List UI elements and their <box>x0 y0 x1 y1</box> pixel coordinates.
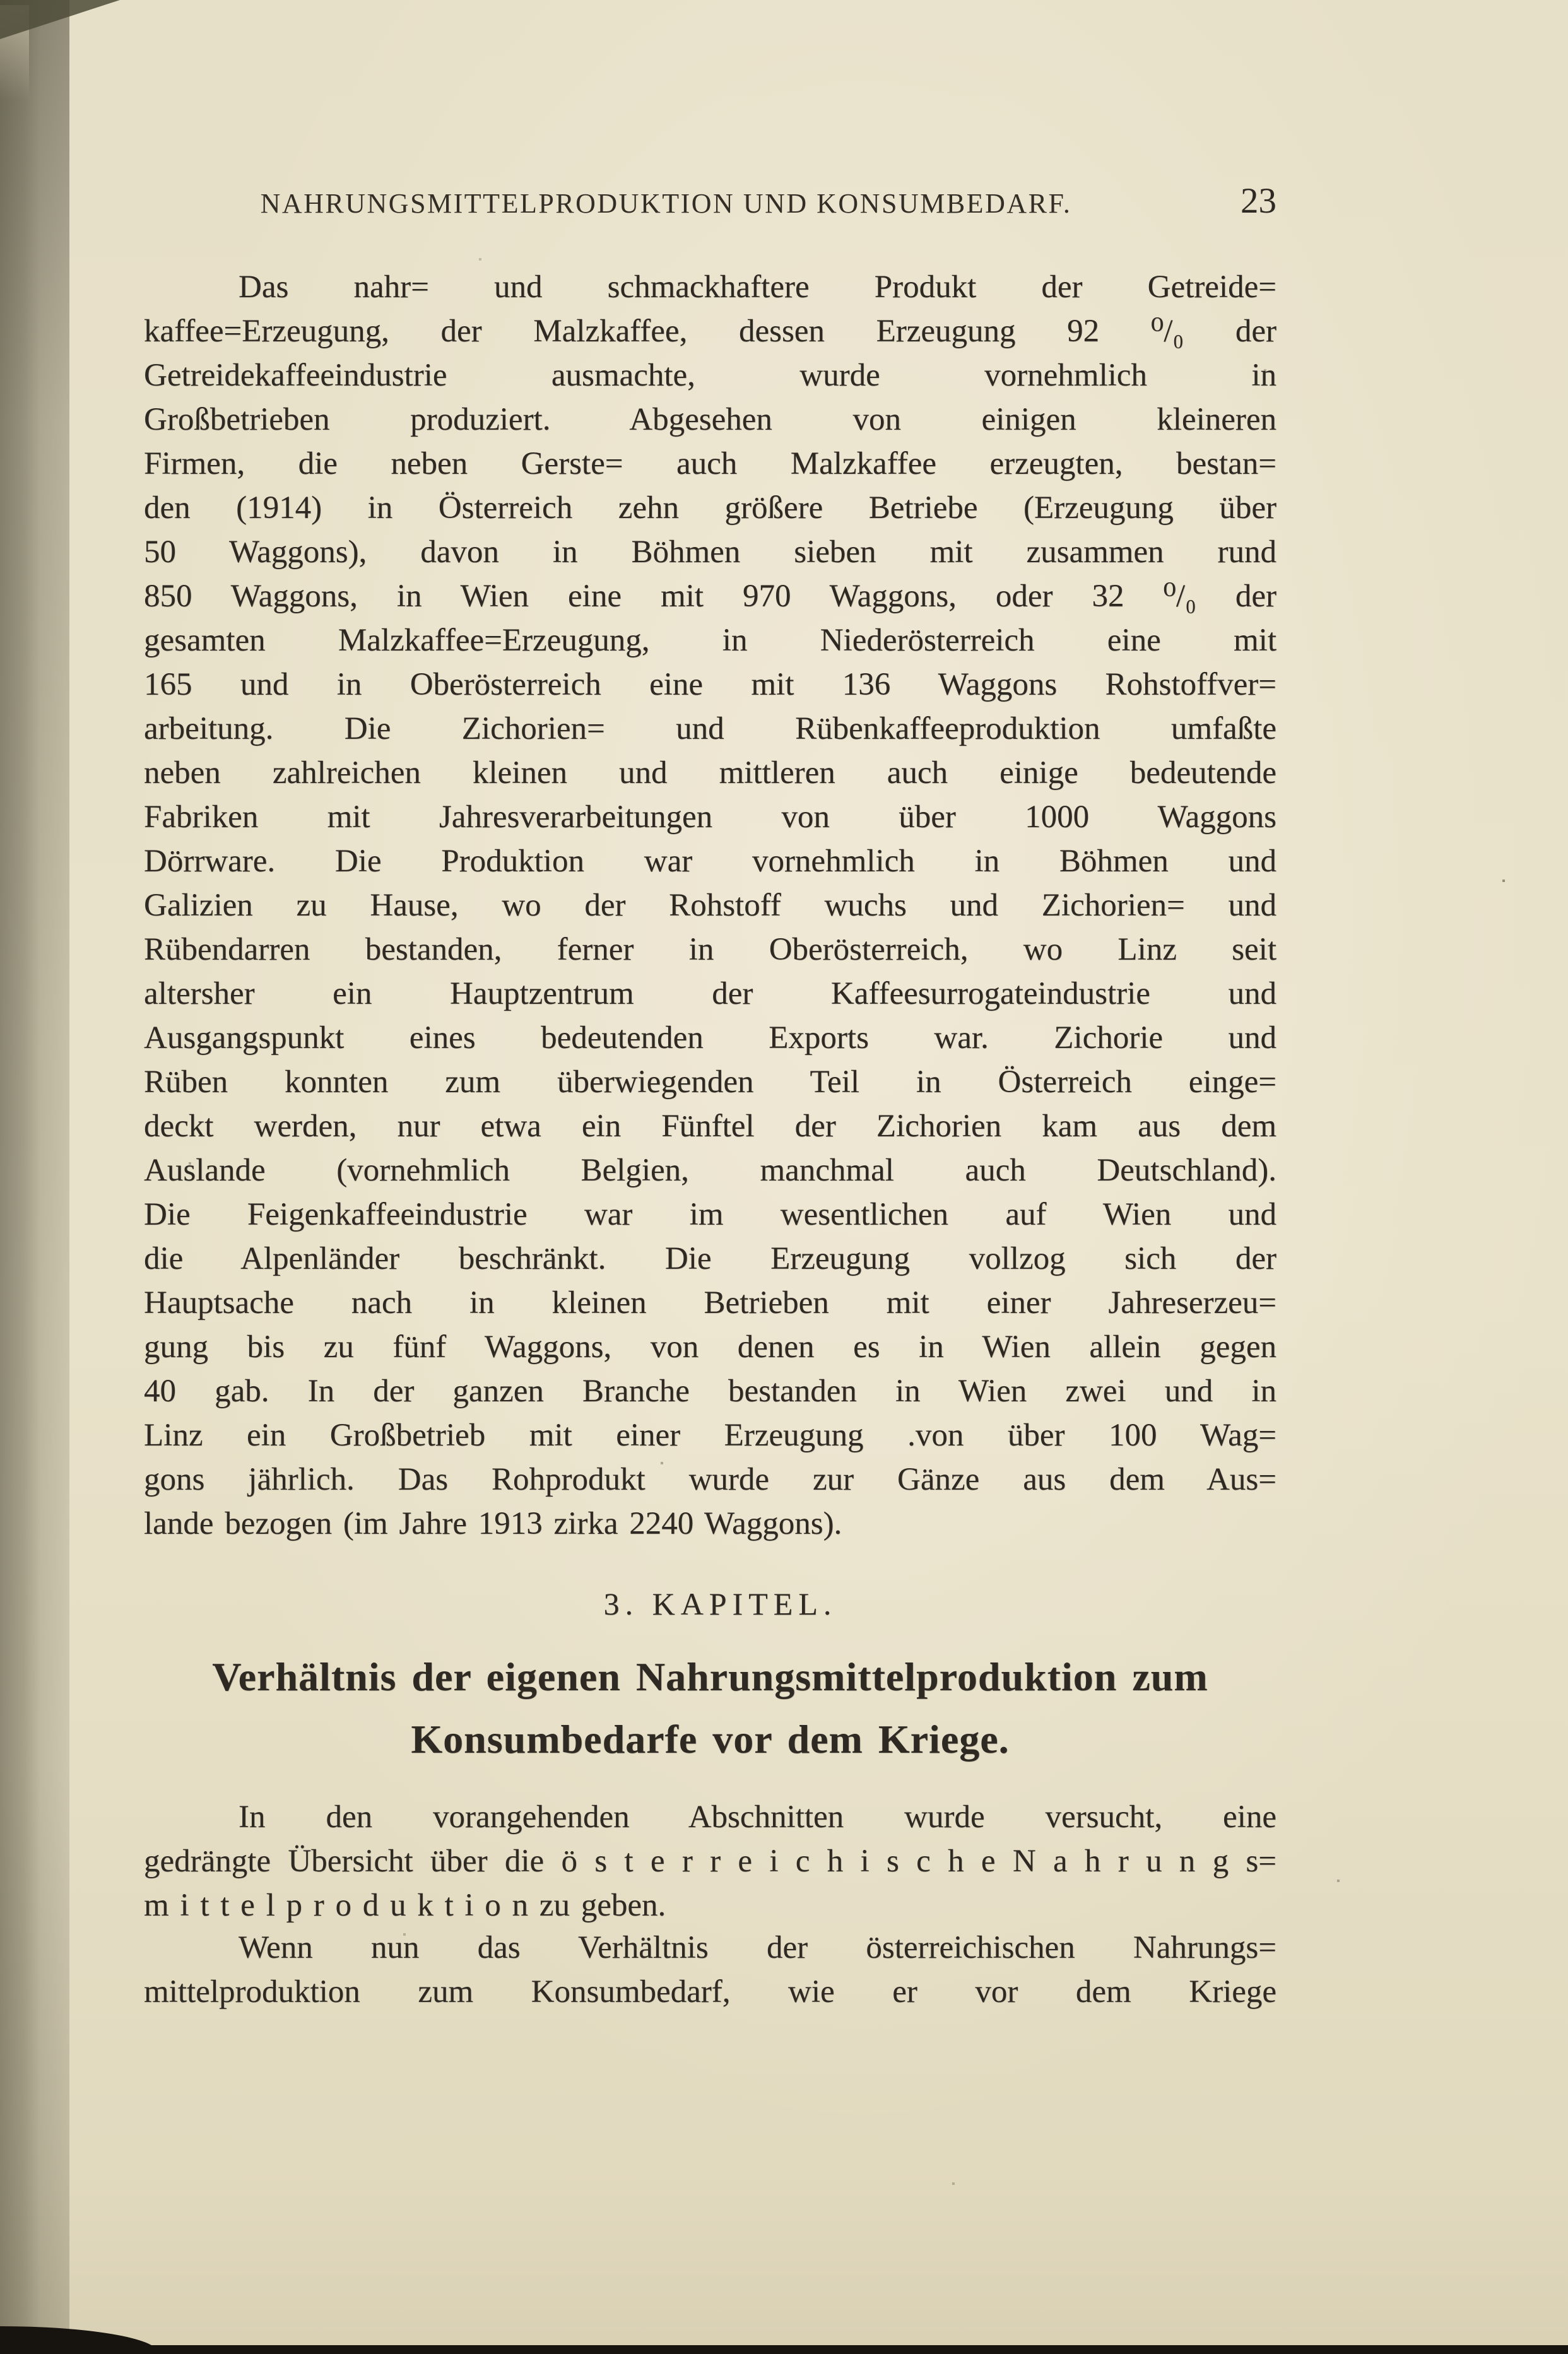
text-line: den (1914) in Österreich zehn größere Betriebe (Erzeugung über <box>144 490 1276 526</box>
text-line: gons jährlich. Das Rohprodukt wurde zur Gänze aus dem Aus= <box>144 1462 1276 1497</box>
text-line: Dörrware. Die Produktion war vornehmlich in Böhmen und <box>144 844 1276 879</box>
text-line: Auslande (vornehmlich Belgien, manchmal auch Deutschland). <box>144 1153 1276 1188</box>
text-line: mittelproduktion zum Konsumbedarf, wie er vor dem Kriege <box>144 1974 1276 2010</box>
text-line: m i t t e l p r o d u k t i o n zu geben. <box>144 1888 666 1923</box>
page-gutter-shadow <box>0 0 69 2354</box>
text-line: lande bezogen (im Jahre 1913 zirka 2240 Waggons). <box>144 1506 842 1541</box>
text-line: Firmen, die neben Gerste= auch Malzkaffee erzeugten, bestan= <box>144 446 1276 481</box>
text-line: arbeitung. Die Zichorien= und Rübenkaffeeproduktion umfaßte <box>144 711 1276 746</box>
text-line: In den vorangehenden Abschnitten wurde versucht, eine <box>239 1799 1276 1835</box>
body-paragraph-3 <box>144 1926 1276 2014</box>
paper-specks <box>0 0 1 1</box>
text-line: Großbetrieben produziert. Abgesehen von einigen kleineren <box>144 402 1276 437</box>
text-line: gedrängte Übersicht über die ö s t e r r e i c h i s c h e N a h r u n g s= <box>144 1844 1276 1879</box>
scan-bottom-edge <box>0 2345 1568 2354</box>
text-line: Das nahr= und schmackhaftere Produkt der Getreide= <box>239 269 1276 305</box>
text-line: Galizien zu Hause, wo der Rohstoff wuchs und Zichorien= und <box>144 888 1276 923</box>
page-number: 23 <box>1241 181 1276 221</box>
text-line: Ausgangspunkt eines bedeutenden Exports war. Zichorie und <box>144 1020 1276 1056</box>
text-line: Rüben konnten zum überwiegenden Teil in Österreich einge= <box>144 1064 1276 1100</box>
chapter-title <box>144 1645 1276 1770</box>
text-line: die Alpenländer beschränkt. Die Erzeugung vollzog sich der <box>144 1241 1276 1276</box>
text-line: Rübendarren bestanden, ferner in Oberösterreich, wo Linz seit <box>144 932 1276 967</box>
text-line: kaffee=Erzeugung, der Malzkaffee, dessen Erzeugung 92 ⁰/₀ der <box>144 314 1276 349</box>
text-line: 850 Waggons, in Wien eine mit 970 Waggons, oder 32 ⁰/₀ der <box>144 579 1276 614</box>
text-line: 50 Waggons), davon in Böhmen sieben mit zusammen rund <box>144 534 1276 570</box>
text-line: neben zahlreichen kleinen und mittleren auch einige bedeutende <box>144 755 1276 791</box>
text-line: altersher ein Hauptzentrum der Kaffeesurrogateindustrie und <box>144 976 1276 1011</box>
running-header <box>144 181 1276 230</box>
text-line: Konsumbedarfe vor dem Kriege. <box>411 1717 1010 1762</box>
text-line: 165 und in Oberösterreich eine mit 136 Waggons Rohstoffver= <box>144 667 1276 702</box>
body-paragraph-2 <box>144 1795 1276 1927</box>
chapter-number-heading: 3. KAPITEL. <box>603 1586 837 1621</box>
text-line: 40 gab. In der ganzen Branche bestanden in Wien zwei und in <box>144 1374 1276 1409</box>
text-line: gesamten Malzkaffee=Erzeugung, in Niederösterreich eine mit <box>144 623 1276 658</box>
text-line: deckt werden, nur etwa ein Fünftel der Zichorien kam aus dem <box>144 1109 1276 1144</box>
text-line: Hauptsache nach in kleinen Betrieben mit einer Jahreserzeu= <box>144 1285 1276 1321</box>
text-line: gung bis zu fünf Waggons, von denen es in Wien allein gegen <box>144 1329 1276 1365</box>
text-line: Wenn nun das Verhältnis der österreichischen Nahrungs= <box>239 1930 1276 1965</box>
text-line: Die Feigenkaffeeindustrie war im wesentlichen auf Wien und <box>144 1197 1276 1232</box>
text-line: Verhältnis der eigenen Nahrungsmittelproduktion zum <box>212 1654 1208 1699</box>
text-line: Getreidekaffeeindustrie ausmachte, wurde vornehmlich in <box>144 358 1276 393</box>
body-paragraph-1 <box>144 265 1276 1546</box>
text-line: Fabriken mit Jahresverarbeitungen von über 1000 Waggons <box>144 799 1276 835</box>
text-line: Linz ein Großbetrieb mit einer Erzeugung .von über 100 Wag= <box>144 1418 1276 1453</box>
running-header-title: NAHRUNGSMITTELPRODUKTION UND KONSUMBEDARF. <box>260 188 1072 219</box>
